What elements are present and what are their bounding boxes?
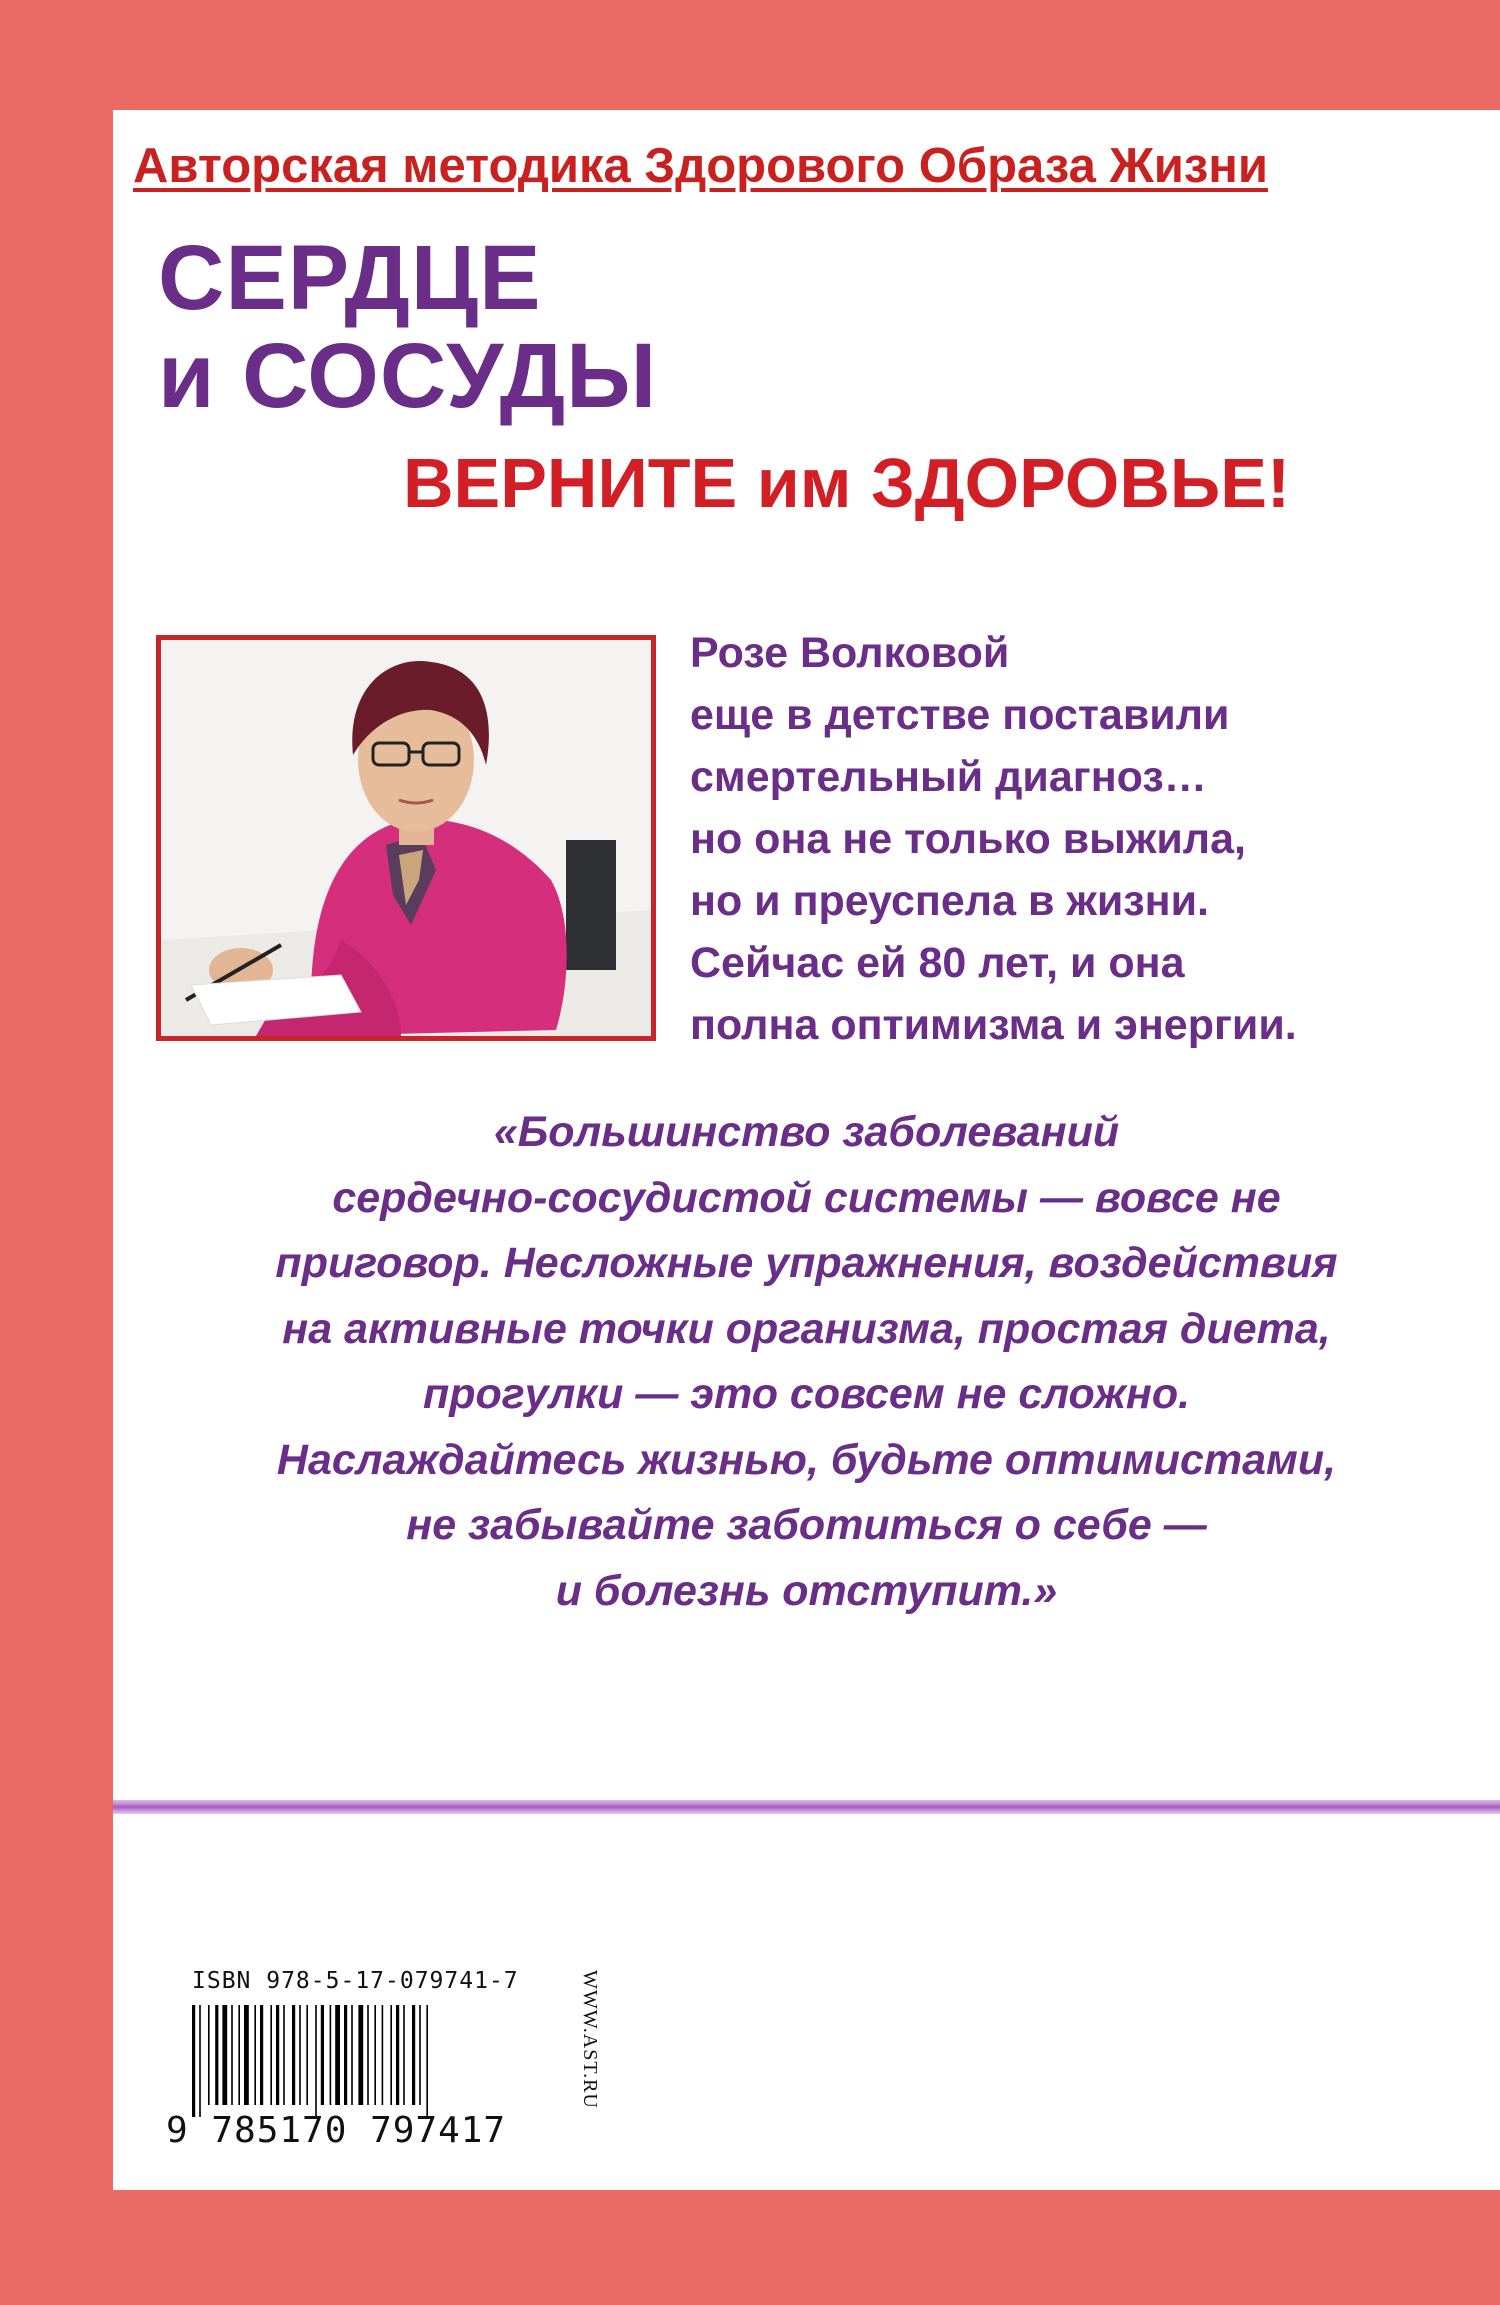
divider-stripe <box>113 1800 1500 1814</box>
bio-line: но она не только выжила, <box>690 815 1246 863</box>
quote-line: не забывайте заботиться о себе — <box>406 1501 1207 1549</box>
quote-line: «Большинство заболеваний <box>493 1108 1120 1156</box>
bio-line: Розе Волковой <box>690 629 1010 677</box>
barcode-bar <box>276 2005 279 2105</box>
barcode <box>190 2005 525 2117</box>
author-photo-illustration <box>161 640 651 1036</box>
series-label: Авторская методика Здорового Образа Жизни <box>133 139 1268 193</box>
quote-line: сердечно-сосудистой системы — вовсе не <box>332 1173 1281 1222</box>
author-quote <box>113 1100 1500 1624</box>
barcode-bar <box>412 2005 415 2105</box>
title-line-2: и СОСУДЫ <box>158 325 658 427</box>
subtitle: ВЕРНИТЕ им ЗДОРОВЬЕ! <box>403 444 1291 522</box>
barcode-bar <box>238 2005 240 2105</box>
bio-line: но и преуспела в жизни. <box>690 877 1210 925</box>
barcode-bar <box>315 2005 317 2117</box>
quote-line: и болезнь отступит.» <box>555 1566 1058 1615</box>
title-line-1: СЕРДЦЕ <box>158 227 542 329</box>
barcode-bar <box>231 2005 233 2105</box>
barcode-bar <box>299 2005 301 2105</box>
website-url: WWW.AST.RU <box>579 1970 601 2109</box>
quote-line: приговор. Несложные упражнения, воздействия <box>275 1239 1338 1287</box>
quote-line: на активные точки организма, простая диета, <box>282 1304 1331 1353</box>
bio-line: полна оптимизма и энергии. <box>690 1001 1297 1049</box>
barcode-digits: 9 785170 797417 <box>166 2110 507 2151</box>
barcode-bar <box>358 2005 363 2105</box>
barcode-bar <box>419 2005 421 2105</box>
barcode-bar <box>260 2005 263 2105</box>
barcode-bar <box>403 2005 405 2105</box>
isbn-text: ISBN 978-5-17-079741-7 <box>192 1968 519 1994</box>
barcode-bar <box>306 2005 308 2105</box>
author-photo <box>156 635 656 1041</box>
barcode-bar <box>292 2005 295 2105</box>
barcode-bar <box>335 2005 340 2105</box>
barcode-bar <box>367 2005 369 2105</box>
barcode-bar <box>222 2005 227 2105</box>
barcode-bar <box>215 2005 218 2105</box>
bio-line: Сейчас ей 80 лет, и она <box>690 939 1185 987</box>
barcode-bar <box>330 2005 332 2105</box>
barcode-bar <box>344 2005 347 2105</box>
barcode-bar <box>396 2005 399 2105</box>
quote-line: Наслаждайтесь жизнью, будьте оптимистами, <box>276 1435 1337 1484</box>
barcode-bar <box>283 2005 285 2105</box>
bio-line: смертельный диагноз… <box>690 753 1207 801</box>
bio-line: еще в детстве поставили <box>690 691 1230 739</box>
barcode-bar <box>382 2005 384 2105</box>
barcode-bar <box>351 2005 353 2105</box>
barcode-bar <box>192 2005 195 2117</box>
barcode-bar <box>270 2005 272 2105</box>
barcode-bar <box>199 2005 201 2117</box>
barcode-bar <box>374 2005 376 2105</box>
barcode-bar <box>244 2005 249 2105</box>
barcode-bar <box>426 2005 428 2117</box>
barcode-bar <box>390 2005 392 2105</box>
author-bio <box>690 622 1330 1056</box>
quote-line: прогулки — это совсем не сложно. <box>422 1370 1191 1418</box>
barcode-bar <box>208 2005 210 2105</box>
barcode-bar <box>321 2005 324 2105</box>
barcode-bar <box>254 2005 256 2105</box>
